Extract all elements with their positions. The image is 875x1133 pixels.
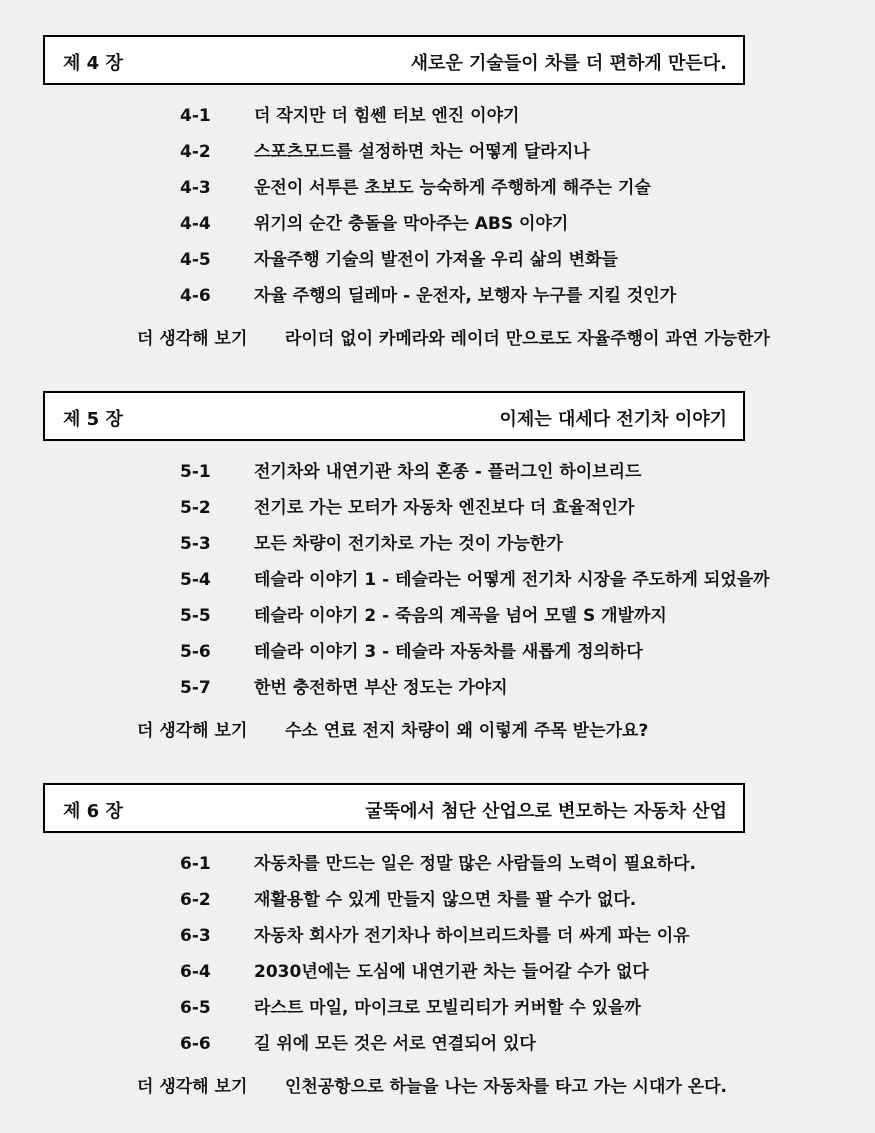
section-number: 4-5 (180, 250, 211, 270)
section-number: 6-5 (180, 998, 211, 1018)
section-number: 6-1 (180, 854, 211, 874)
chapter-title: 이제는 대세다 전기차 이야기 (499, 409, 727, 430)
section-title: 위기의 순간 충돌을 막아주는 ABS 이야기 (254, 214, 569, 234)
chapter-6-header (43, 783, 745, 833)
think-more-entry (137, 1075, 727, 1099)
section-number: 6-2 (180, 890, 211, 910)
chapter-title: 새로운 기술들이 차를 더 편하게 만든다. (410, 53, 727, 74)
section-number: 4-6 (180, 286, 211, 306)
toc-entry (180, 460, 641, 484)
section-number: 5-1 (180, 462, 211, 482)
toc-entry (180, 568, 770, 592)
section-title: 테슬라 이야기 1 - 테슬라는 어떻게 전기차 시장을 주도하게 되었을까 (254, 570, 770, 590)
section-title: 자동차를 만드는 일은 정말 많은 사람들의 노력이 필요하다. (254, 854, 697, 874)
think-more-label: 더 생각해 보기 (137, 329, 248, 349)
toc-entry (180, 924, 690, 948)
chapter-number: 제 6 장 (63, 801, 123, 822)
section-title: 라스트 마일, 마이크로 모빌리티가 커버할 수 있을까 (254, 998, 641, 1018)
toc-entry (180, 176, 651, 200)
section-number: 5-7 (180, 678, 211, 698)
toc-entry (180, 248, 618, 272)
section-number: 5-4 (180, 570, 211, 590)
section-title: 자율주행 기술의 발전이 가져올 우리 삶의 변화들 (254, 250, 618, 270)
think-more-entry (137, 327, 770, 351)
section-title: 모든 차량이 전기차로 가는 것이 가능한가 (254, 534, 563, 554)
section-title: 테슬라 이야기 3 - 테슬라 자동차를 새롭게 정의하다 (254, 642, 643, 662)
chapter-title: 굴뚝에서 첨단 산업으로 변모하는 자동차 산업 (365, 801, 727, 822)
section-title: 길 위에 모든 것은 서로 연결되어 있다 (254, 1034, 536, 1054)
section-title: 더 작지만 더 힘쎈 터보 엔진 이야기 (254, 106, 520, 126)
chapter-number: 제 4 장 (63, 53, 123, 74)
toc-entry (180, 996, 641, 1020)
section-number: 4-2 (180, 142, 211, 162)
section-number: 6-3 (180, 926, 211, 946)
section-title: 재활용할 수 있게 만들지 않으면 차를 팔 수가 없다. (254, 890, 637, 910)
section-title: 자율 주행의 딜레마 - 운전자, 보행자 누구를 지킬 것인가 (254, 286, 677, 306)
toc-entry (180, 888, 636, 912)
toc-entry (180, 140, 590, 164)
section-number: 5-2 (180, 498, 211, 518)
toc-entry (180, 284, 676, 308)
toc-entry (180, 212, 568, 236)
section-number: 5-5 (180, 606, 211, 626)
section-number: 6-6 (180, 1034, 211, 1054)
chapter-5-header (43, 391, 745, 441)
section-number: 4-3 (180, 178, 211, 198)
section-title: 테슬라 이야기 2 - 죽음의 계곡을 넘어 모델 S 개발까지 (254, 606, 667, 626)
section-number: 5-6 (180, 642, 211, 662)
section-number: 4-1 (180, 106, 211, 126)
section-number: 6-4 (180, 962, 211, 982)
section-title: 자동차 회사가 전기차나 하이브리드차를 더 싸게 파는 이유 (254, 926, 690, 946)
toc-entry (180, 676, 508, 700)
toc-entry (180, 604, 667, 628)
toc-entry (180, 960, 649, 984)
section-title: 한번 충전하면 부산 정도는 가야지 (254, 678, 508, 698)
toc-entry (180, 104, 519, 128)
toc-entry (180, 532, 563, 556)
section-title: 운전이 서투른 초보도 능숙하게 주행하게 해주는 기술 (254, 178, 651, 198)
think-more-entry (137, 719, 648, 743)
section-title: 스포츠모드를 설정하면 차는 어떻게 달라지나 (254, 142, 590, 162)
toc-entry (180, 496, 634, 520)
toc-entry (180, 1032, 536, 1056)
section-number: 4-4 (180, 214, 211, 234)
section-number: 5-3 (180, 534, 211, 554)
think-more-text: 라이더 없이 카메라와 레이더 만으로도 자율주행이 과연 가능한가 (285, 329, 770, 349)
section-title: 전기로 가는 모터가 자동차 엔진보다 더 효율적인가 (254, 498, 635, 518)
think-more-label: 더 생각해 보기 (137, 721, 248, 741)
chapter-number: 제 5 장 (63, 409, 123, 430)
think-more-text: 수소 연료 전지 차량이 왜 이렇게 주목 받는가요? (285, 721, 649, 741)
toc-entry (180, 640, 643, 664)
toc-entry (180, 852, 696, 876)
chapter-4-header (43, 35, 745, 85)
think-more-text: 인천공항으로 하늘을 나는 자동차를 타고 가는 시대가 온다. (285, 1077, 728, 1097)
section-title: 전기차와 내연기관 차의 혼종 - 플러그인 하이브리드 (254, 462, 642, 482)
think-more-label: 더 생각해 보기 (137, 1077, 248, 1097)
section-title: 2030년에는 도심에 내연기관 차는 들어갈 수가 없다 (254, 962, 649, 982)
